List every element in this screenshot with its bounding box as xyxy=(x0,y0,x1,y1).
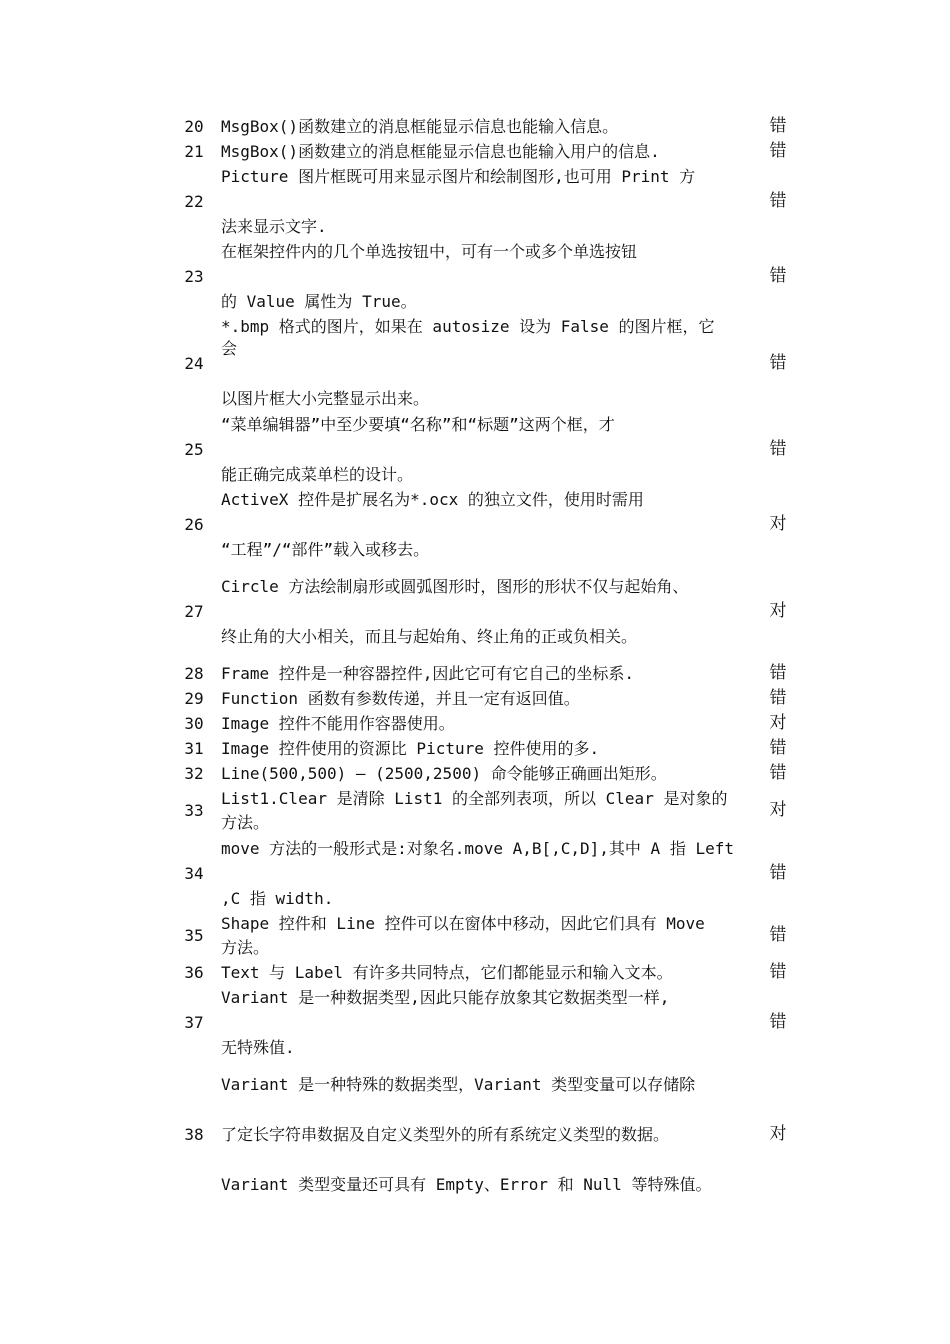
question-number: 34 xyxy=(184,864,204,883)
question-text-line: Variant 是一种数据类型,因此只能存放象其它数据类型一样, xyxy=(221,988,670,1007)
question-text-line: 在框架控件内的几个单选按钮中，可有一个或多个单选按钮 xyxy=(221,242,638,261)
answer-mark: 对 xyxy=(769,1124,787,1144)
question-row xyxy=(0,661,950,686)
question-text-line: MsgBox()函数建立的消息框能显示信息也能输入信息。 xyxy=(221,117,619,136)
question-text-line: Variant 类型变量还可具有 Empty、Error 和 Null 等特殊值。 xyxy=(221,1175,712,1194)
question-number: 25 xyxy=(184,440,204,459)
answer-mark: 错 xyxy=(769,191,787,211)
question-text-line: 方法。 xyxy=(221,813,270,832)
question-row xyxy=(0,1072,950,1197)
question-number: 27 xyxy=(184,602,204,621)
question-number: 31 xyxy=(184,739,204,758)
question-number: 38 xyxy=(184,1125,204,1144)
question-text-line: Line(500,500) – (2500,2500) 命令能够正确画出矩形。 xyxy=(221,764,667,783)
answer-mark: 对 xyxy=(769,800,787,820)
question-number: 32 xyxy=(184,764,204,783)
question-text-line: move 方法的一般形式是:对象名.move A,B[,C,D],其中 A 指 Left xyxy=(221,839,734,858)
question-row xyxy=(0,985,950,1060)
question-row xyxy=(0,139,950,164)
question-number: 23 xyxy=(184,267,204,286)
question-text-line: 能正确完成菜单栏的设计。 xyxy=(221,465,414,484)
question-text-line: List1.Clear 是清除 List1 的全部列表项，所以 Clear 是对象的 xyxy=(221,789,728,808)
answer-mark: 错 xyxy=(769,925,787,945)
question-row xyxy=(0,686,950,711)
question-text-line: 法来显示文字. xyxy=(221,217,327,236)
question-row xyxy=(0,412,950,487)
answer-mark: 错 xyxy=(769,1012,787,1032)
question-row xyxy=(0,164,950,239)
question-text-line: Function 函数有参数传递，并且一定有返回值。 xyxy=(221,689,580,708)
question-number: 30 xyxy=(184,714,204,733)
answer-mark: 错 xyxy=(769,663,787,683)
answer-mark: 错 xyxy=(769,863,787,883)
question-text-line: “菜单编辑器”中至少要填“名称”和“标题”这两个框，才 xyxy=(221,415,615,434)
answer-mark: 错 xyxy=(769,266,787,286)
question-number: 24 xyxy=(184,354,204,373)
answer-mark: 错 xyxy=(769,116,787,136)
question-number: 26 xyxy=(184,515,204,534)
question-row xyxy=(0,239,950,314)
answer-mark: 错 xyxy=(769,141,787,161)
question-number: 28 xyxy=(184,664,204,683)
question-row xyxy=(0,761,950,786)
answer-mark: 错 xyxy=(769,688,787,708)
question-text-line: 终止角的大小相关，而且与起始角、终止角的正或负相关。 xyxy=(221,627,638,646)
question-row xyxy=(0,114,950,139)
question-number: 22 xyxy=(184,192,204,211)
question-text-line: “工程”/“部件”载入或移去。 xyxy=(221,540,430,559)
question-row xyxy=(0,574,950,649)
answer-mark: 错 xyxy=(769,763,787,783)
question-text-line: 以图片框大小完整显示出来。 xyxy=(221,389,430,408)
question-text-line: Circle 方法绘制扇形或圆弧图形时，图形的形状不仅与起始角、 xyxy=(221,577,689,596)
question-number: 35 xyxy=(184,926,204,945)
question-number: 21 xyxy=(184,142,204,161)
question-number: 20 xyxy=(184,117,204,136)
question-row xyxy=(0,960,950,985)
question-number: 37 xyxy=(184,1013,204,1032)
answer-mark: 错 xyxy=(769,962,787,982)
question-row xyxy=(0,836,950,911)
answer-mark: 错 xyxy=(769,353,787,373)
answer-mark: 对 xyxy=(769,514,787,534)
answer-mark: 错 xyxy=(769,738,787,758)
question-text-line: Shape 控件和 Line 控件可以在窗体中移动，因此它们具有 Move xyxy=(221,914,705,933)
answer-mark: 错 xyxy=(769,439,787,459)
question-text-line: ,C 指 width. xyxy=(221,889,334,908)
answer-mark: 对 xyxy=(769,713,787,733)
question-number: 33 xyxy=(184,801,204,820)
question-text-line: Image 控件不能用作容器使用。 xyxy=(221,714,455,733)
question-text-line: Variant 是一种特殊的数据类型，Variant 类型变量可以存储除 xyxy=(221,1075,696,1094)
question-text-line: Frame 控件是一种容器控件,因此它可有它自己的坐标系. xyxy=(221,664,635,683)
question-text-line: Text 与 Label 有许多共同特点，它们都能显示和输入文本。 xyxy=(221,963,673,982)
question-row xyxy=(0,487,950,562)
question-text-line: 方法。 xyxy=(221,938,270,957)
question-text-line: ActiveX 控件是扩展名为*.ocx 的独立文件，使用时需用 xyxy=(221,490,644,509)
answer-mark: 对 xyxy=(769,601,787,621)
question-text-line: MsgBox()函数建立的消息框能显示信息也能输入用户的信息. xyxy=(221,142,660,161)
question-number: 29 xyxy=(184,689,204,708)
question-number: 36 xyxy=(184,963,204,982)
question-text-line: 了定长字符串数据及自定义类型外的所有系统定义类型的数据。 xyxy=(221,1125,670,1144)
question-text-line: Picture 图片框既可用来显示图片和绘制图形,也可用 Print 方 xyxy=(221,167,696,186)
question-text-line: 会 xyxy=(221,339,238,358)
question-text-line: *.bmp 格式的图片，如果在 autosize 设为 False 的图片框，它 xyxy=(221,317,715,336)
question-row xyxy=(0,911,950,961)
question-text-line: 的 Value 属性为 True。 xyxy=(221,292,417,311)
question-row xyxy=(0,314,950,414)
question-text-line: Image 控件使用的资源比 Picture 控件使用的多. xyxy=(221,739,600,758)
question-text-line: 无特殊值. xyxy=(221,1038,295,1057)
question-row xyxy=(0,786,950,836)
question-row xyxy=(0,711,950,736)
question-row xyxy=(0,736,950,761)
